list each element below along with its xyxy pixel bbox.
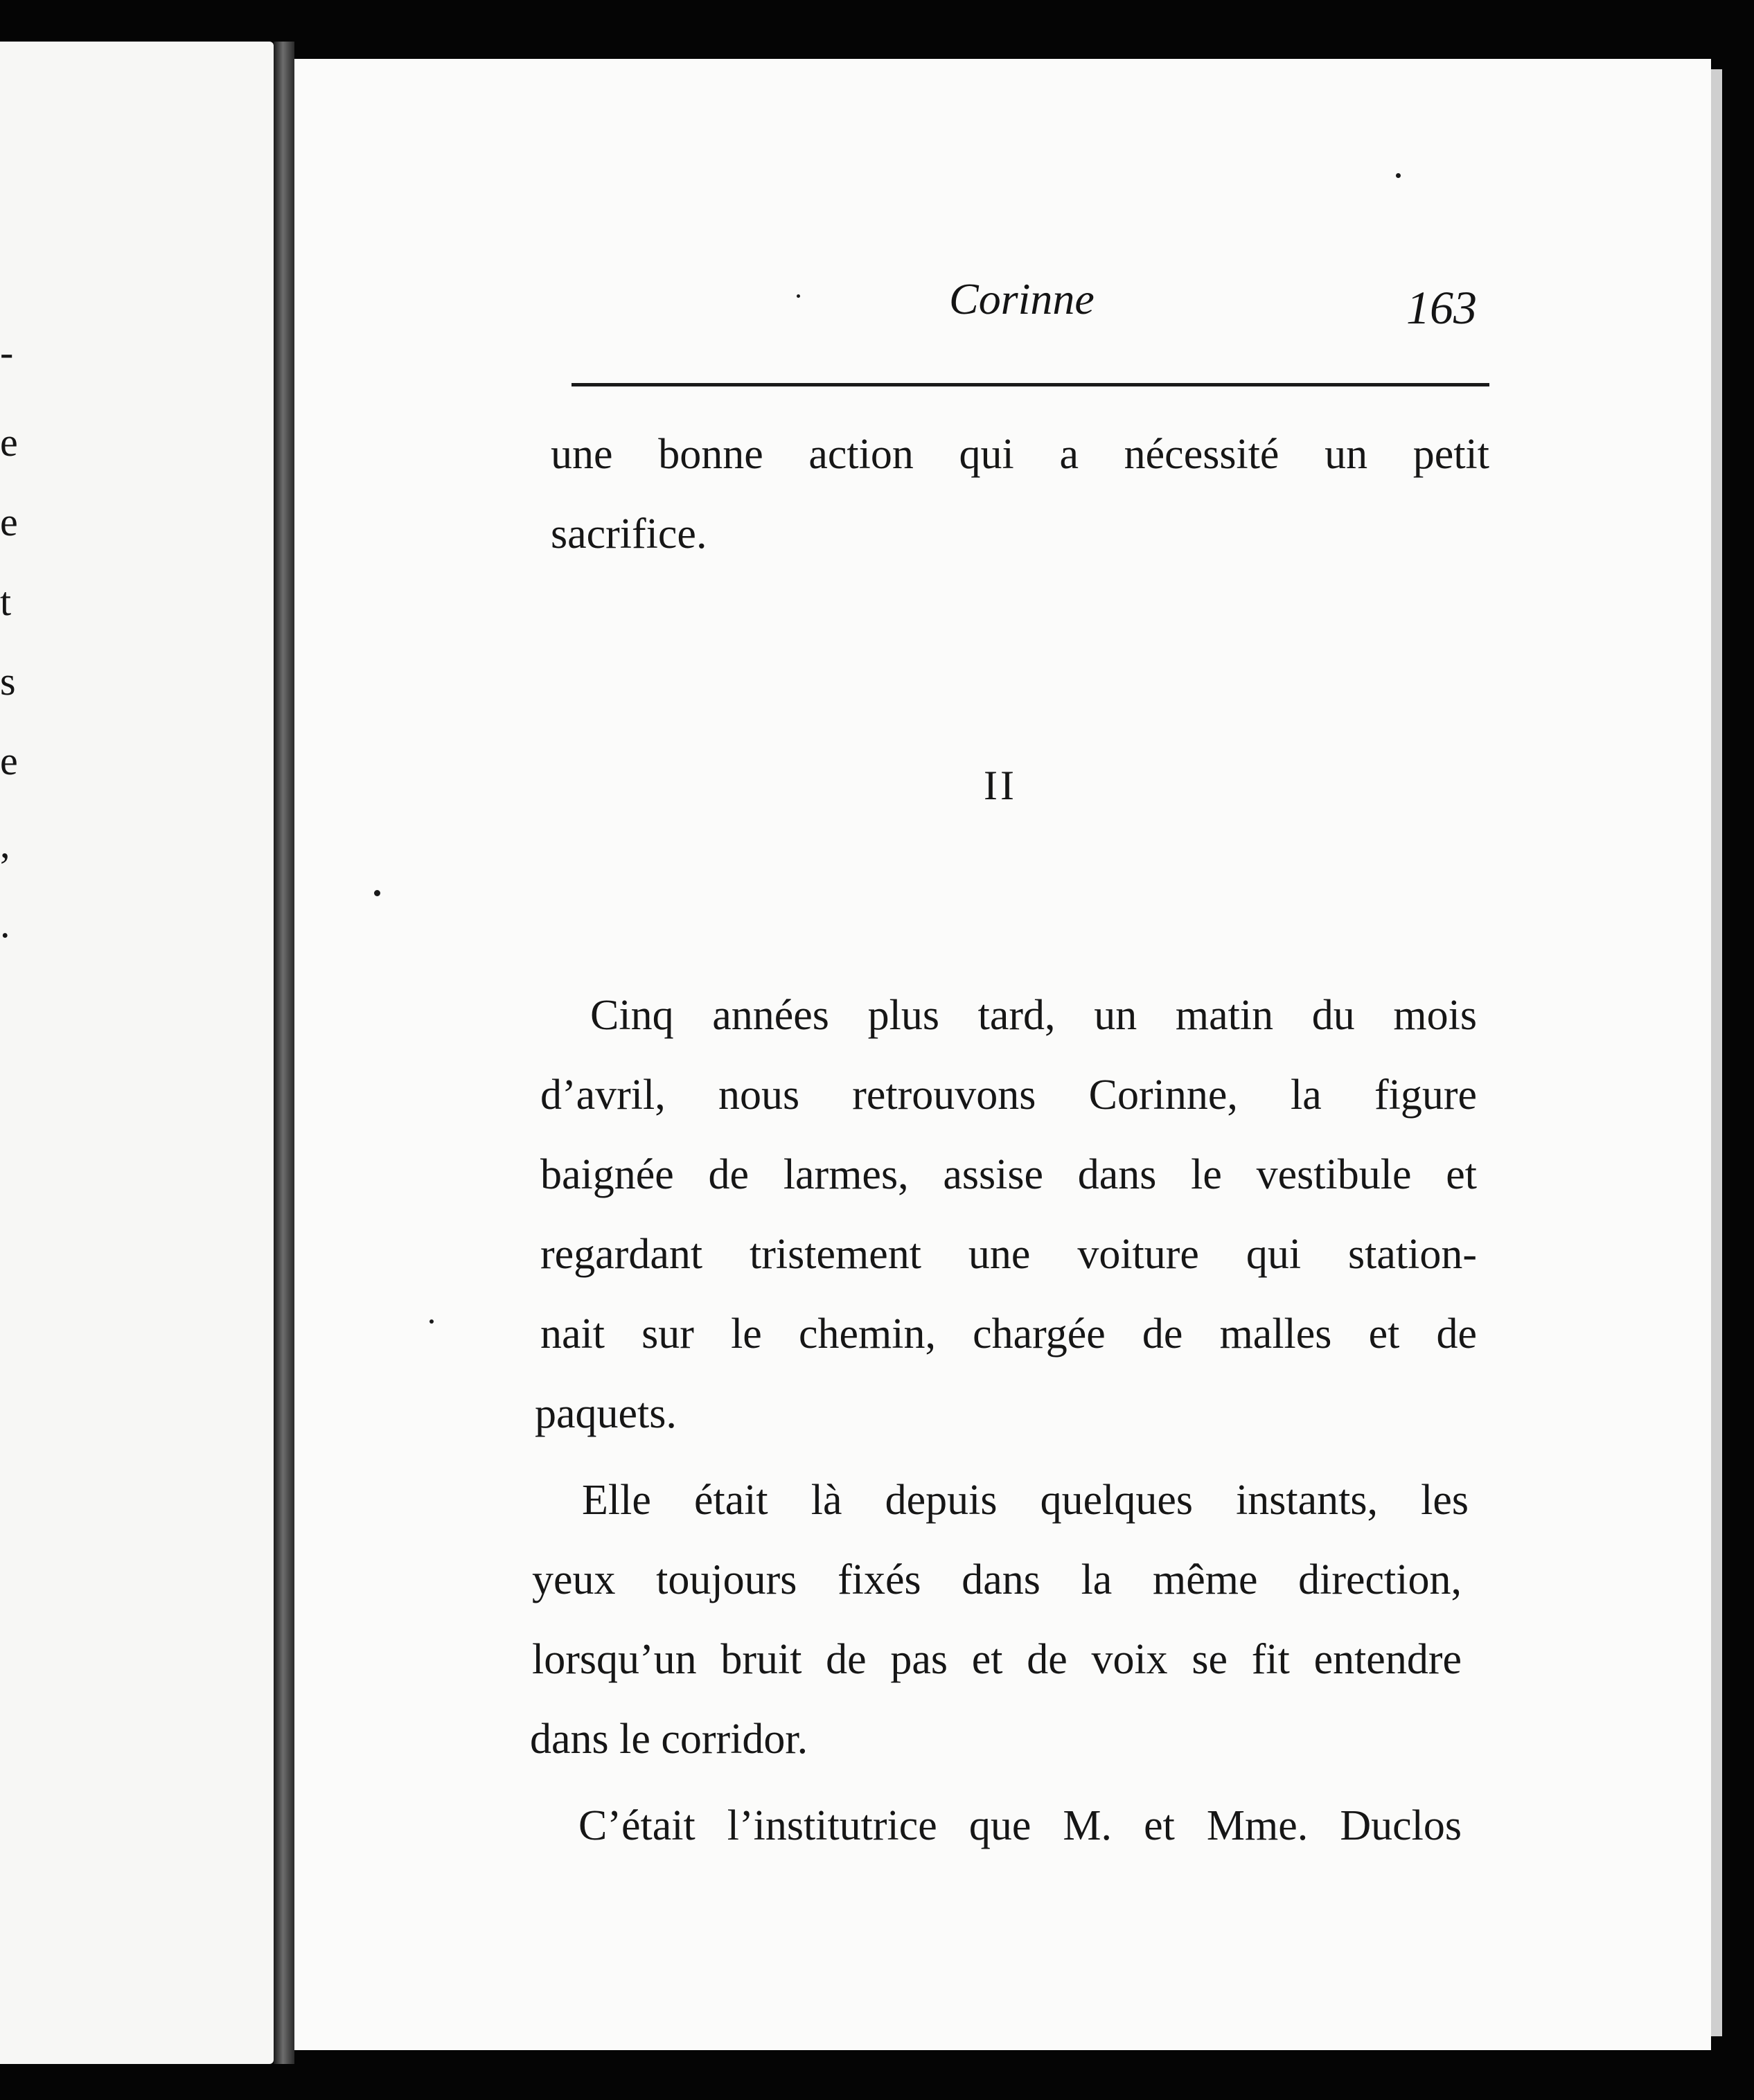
page-edge bbox=[1711, 69, 1722, 2036]
left-page-fragment bbox=[0, 42, 274, 2064]
running-head: Corinne bbox=[949, 274, 1095, 323]
text-line: Cinq années plus tard, un matin du mois bbox=[590, 992, 1477, 1039]
left-margin-char: e bbox=[0, 420, 18, 465]
text-line: lorsqu’un bruit de pas et de voix se fit entendre bbox=[532, 1636, 1462, 1683]
left-margin-char: , bbox=[0, 821, 10, 866]
text-line: nait sur le chemin, chargée de malles et de bbox=[540, 1310, 1477, 1358]
header-rule bbox=[572, 383, 1489, 386]
dust-speck bbox=[374, 890, 380, 896]
dust-speck bbox=[1396, 173, 1401, 178]
dust-speck bbox=[797, 294, 800, 298]
main-page bbox=[294, 59, 1711, 2050]
text-line: sacrifice. bbox=[551, 510, 707, 558]
left-margin-char: s bbox=[0, 659, 16, 704]
left-margin-char: t bbox=[0, 579, 12, 624]
section-number: II bbox=[984, 763, 1017, 808]
text-line: une bonne action qui a nécessité un petit bbox=[551, 431, 1489, 478]
left-margin-char: . bbox=[0, 901, 10, 946]
text-line: Elle était là depuis quelques instants, les bbox=[582, 1477, 1469, 1524]
dust-speck bbox=[429, 1319, 434, 1324]
text-line: paquets. bbox=[535, 1390, 677, 1437]
text-line: C’était l’institutrice que M. et Mme. Duclos bbox=[578, 1802, 1462, 1849]
left-margin-char: e bbox=[0, 499, 18, 544]
left-margin-char: e bbox=[0, 738, 18, 783]
book-gutter bbox=[274, 42, 294, 2064]
text-line: regardant tristement une voiture qui station- bbox=[540, 1231, 1477, 1278]
page-number: 163 bbox=[1406, 281, 1477, 334]
text-line: yeux toujours fixés dans la même direction, bbox=[532, 1556, 1462, 1603]
left-margin-char: - bbox=[0, 330, 14, 375]
text-line: baignée de larmes, assise dans le vestibule et bbox=[540, 1151, 1477, 1198]
text-line: dans le corridor. bbox=[530, 1716, 808, 1763]
text-line: d’avril, nous retrouvons Corinne, la figure bbox=[540, 1071, 1477, 1119]
